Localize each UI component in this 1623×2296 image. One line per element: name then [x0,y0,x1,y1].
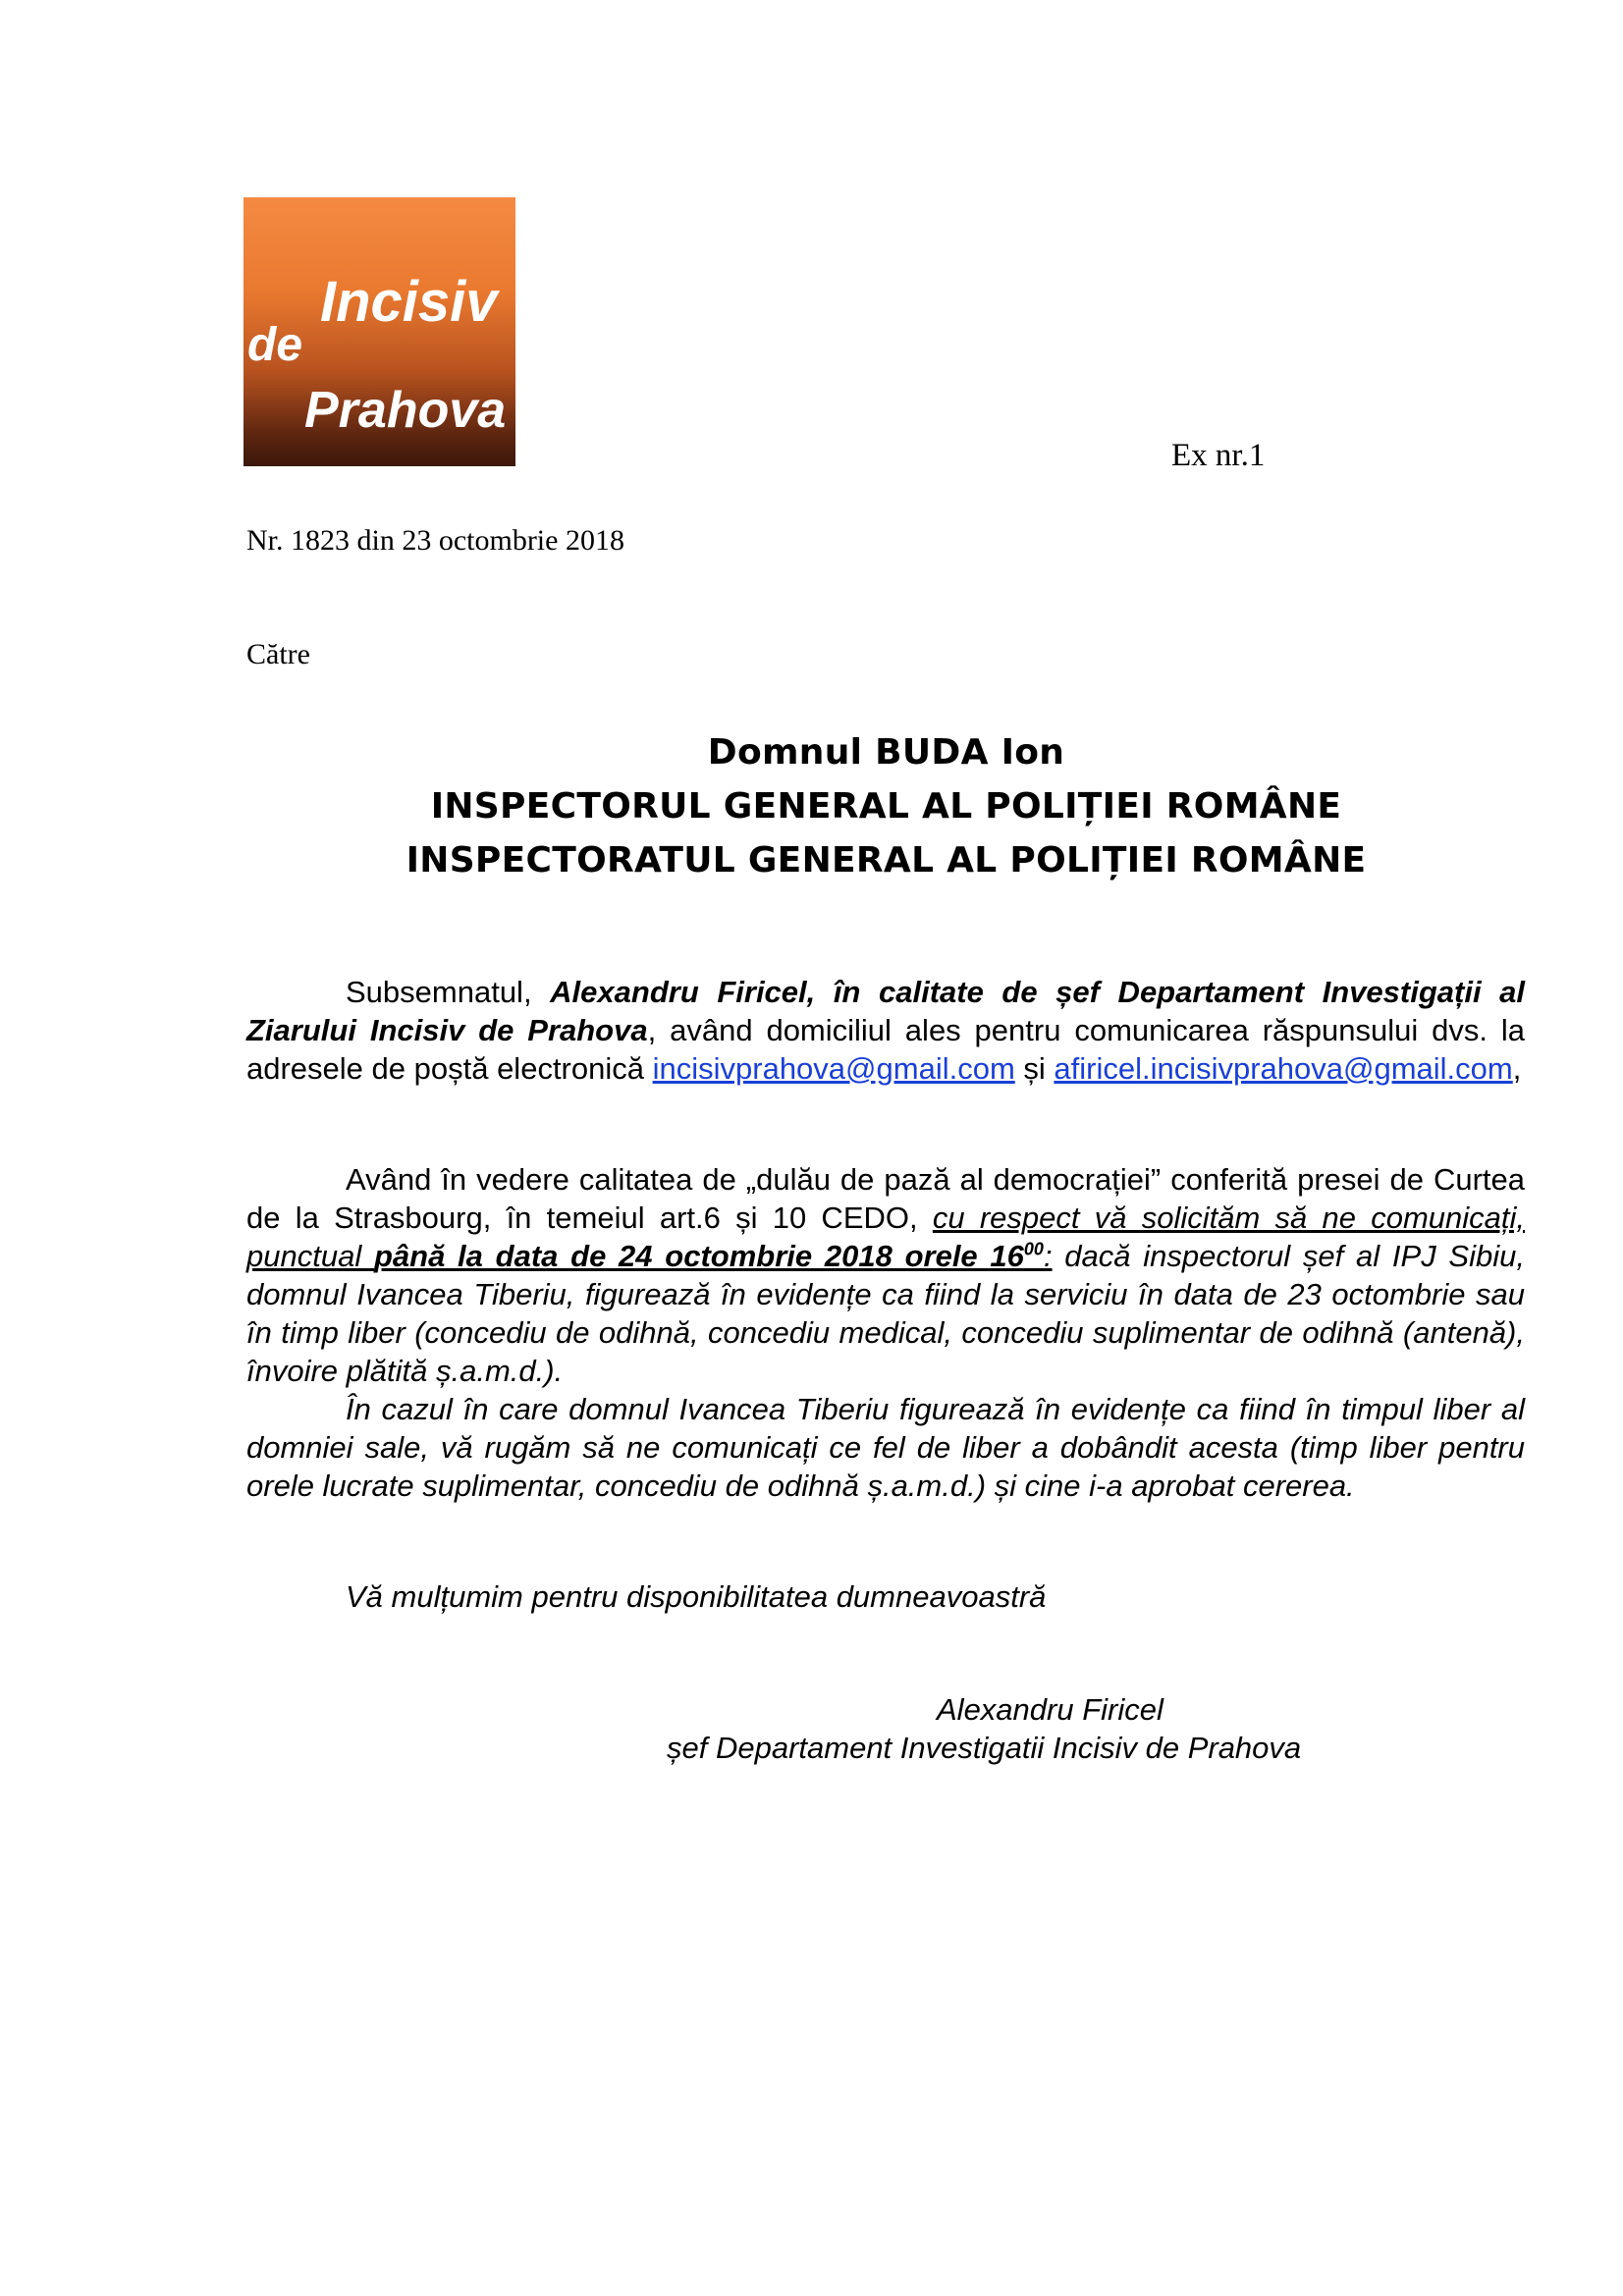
p2-deadline [374,1239,1044,1273]
signature-name: Alexandru Firicel [937,1692,1163,1727]
signature-role: șef Departament Investigatii Incisiv de Prahova [667,1731,1302,1765]
newspaper-logo [243,197,515,466]
logo-incisiv-text: Incisiv [320,270,498,334]
p1-and: și [1014,1051,1055,1086]
p2-deadline-text: până la data de 24 octombrie 2018 orele 16 [373,1239,1024,1273]
email-link-incisivprahova[interactable]: incisivprahova@gmail.com [652,1051,1015,1086]
copy-number: Ex nr.1 [1171,438,1266,473]
to-label: Către [246,638,310,670]
logo-de-text: de [247,319,303,371]
paragraph-introduction [246,973,1525,1088]
p2-underlined: cu respect vă solicităm să ne comunicați, punctual [246,1201,1526,1273]
p2-deadline-minutes: 00 [1023,1239,1044,1259]
p1-intro: Subsemnatul, [346,975,551,1009]
email-link-afiricel[interactable]: afiricel.incisivprahova@gmail.com [1054,1051,1513,1086]
recipient-title: INSPECTORUL GENERAL AL POLIȚIEI ROMÂNE [430,786,1342,827]
p1-author: Alexandru Firicel, în calitate de șef Departament Investigații al Ziarului Incisiv de Prahova [246,975,1526,1047]
recipient-name: Domnul BUDA Ion [707,732,1065,773]
paragraph-followup: În cazul în care domnul Ivancea Tiberiu figurează în evidențe ca fiind în timpul liber al domniei sale, vă rugăm să ne comunicați ce fel de liber a dobândit acesta (timp liber pentru orele lucrate suplimentar, concediu de odihnă ș.a.m.d.) și cine i-a aprobat cererea. [246,1392,1525,1503]
registration-number: Nr. 1823 din 23 octombrie 2018 [246,524,624,557]
recipient-institution: INSPECTORATUL GENERAL AL POLIȚIEI ROMÂNE [406,840,1367,881]
paragraph-thanks: Vă mulțumim pentru disponibilitatea dumneavoastră [346,1579,1047,1614]
p1-end: , [1512,1051,1522,1086]
p2-colon: : [1043,1239,1053,1273]
paragraph-request [246,1160,1525,1390]
p1-rest: , având domiciliul ales pentru comunicarea răspunsului dvs. la adresele de poștă electronică [246,1013,1525,1086]
logo-prahova-text: Prahova [304,382,507,439]
logo-wordmark [243,197,515,466]
p2-intro: Având în vedere calitatea de „dulău de pază al democrației” conferită presei de Curtea de la Strasbourg, în temeiul art.6 și 10 CEDO, [246,1162,1525,1235]
p2-rest: dacă inspectorul șef al IPJ Sibiu, domnul Ivancea Tiberiu, figurează în evidențe ca fiind la serviciu în data de 23 octombrie sau în timp liber (concediu de odihnă, concediu medical, concediu suplimentar de odihnă (antenă), învoire plătită ș.a.m.d.). [246,1239,1525,1388]
